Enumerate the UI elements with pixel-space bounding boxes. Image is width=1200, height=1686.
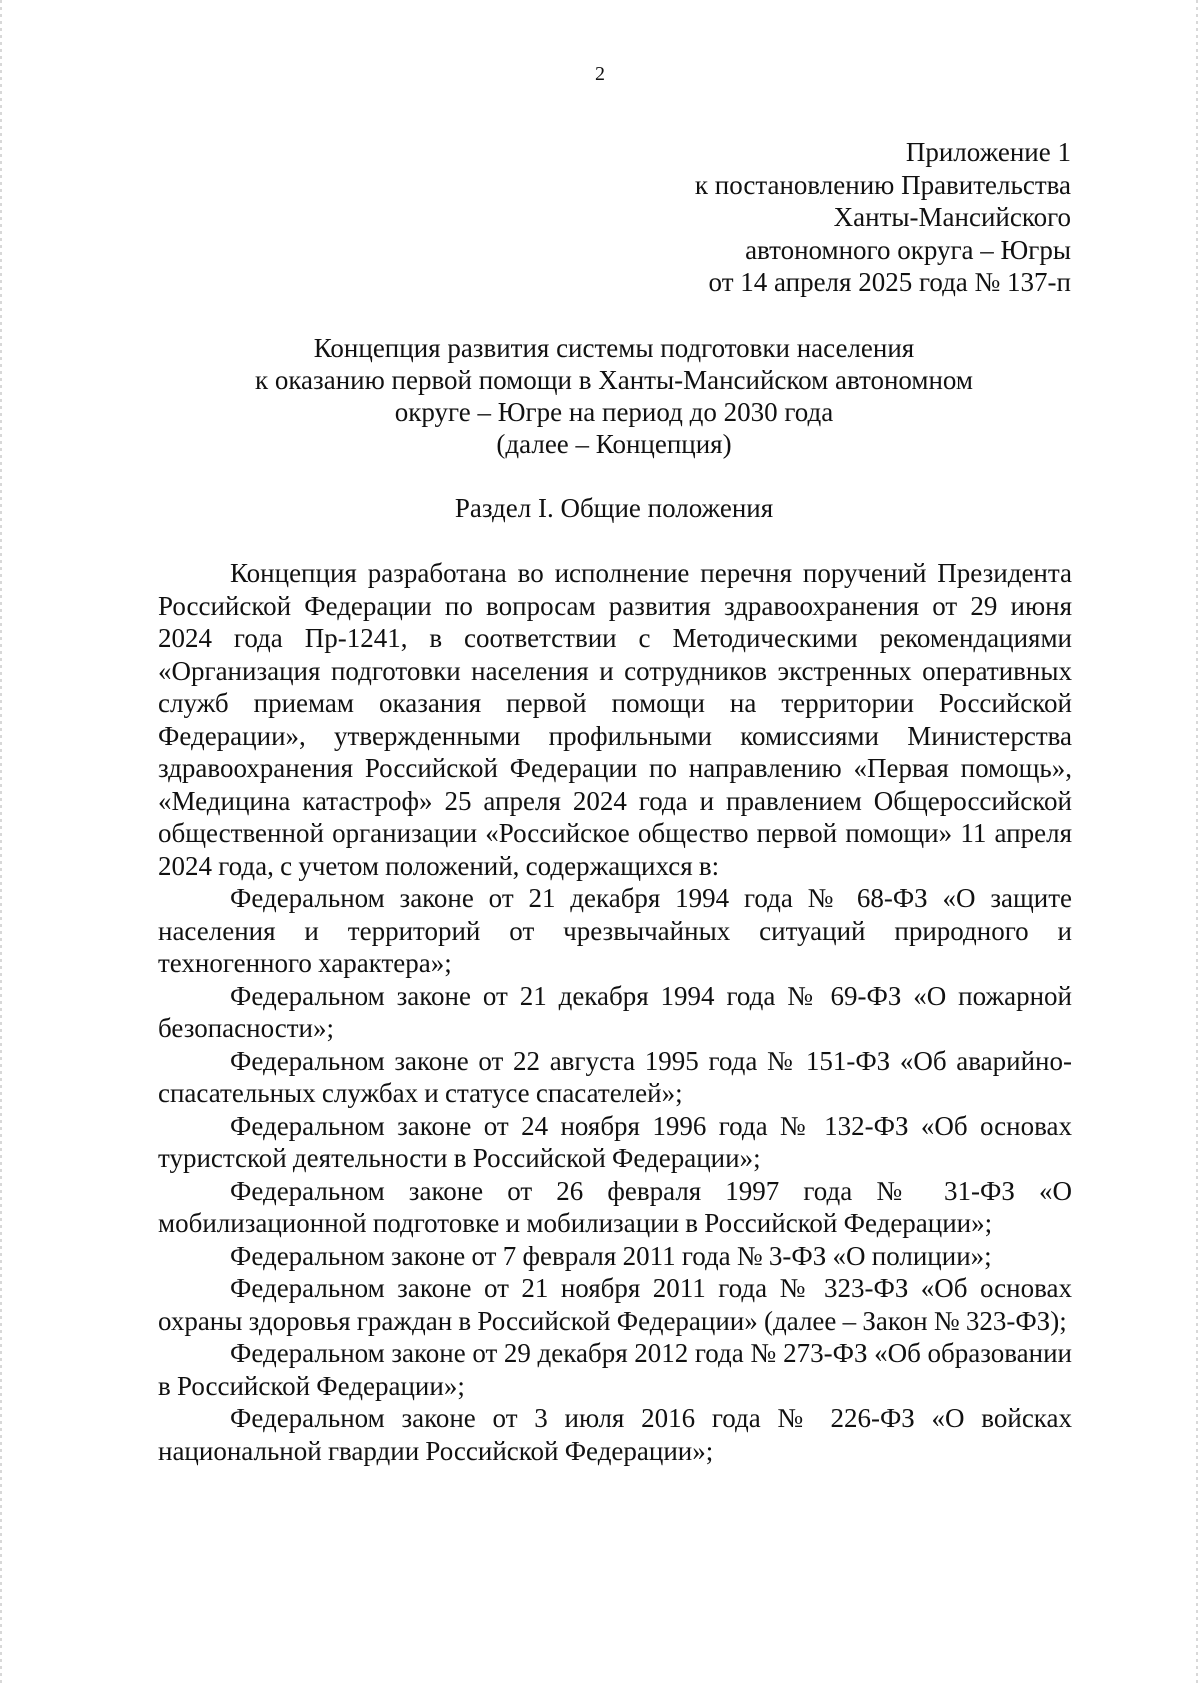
paragraph-law: Федеральном законе от 7 февраля 2011 года № 3-ФЗ «О полиции»; [230, 1240, 992, 1271]
appendix-line: Приложение 1 [905, 137, 1071, 167]
title-line: (далее – Концепция) [496, 429, 732, 459]
scan-edge-right [1196, 0, 1198, 1686]
title-line: округе – Югре на период до 2030 года [394, 397, 834, 427]
scan-edge-left [0, 0, 2, 1686]
paragraph-intro: Концепция разработана во исполнение перечня поручений Президента Российской Федерации по вопросам развития здравоохранения от 29 июня 2024 года Пр-1241, в соответствии с Методическими рекомендациями «Организация подготовки населения и сотрудников экстренных оперативных служб приемам оказания первой помощи на территории Российской Федерации», утвержденными профильными комиссиями Министерства здравоохранения Российской Федерации по направлению «Первая помощь», «Медицина катастроф» 25 апреля 2024 года и правлением Общероссийской общественной организации «Российское общество первой помощи» 11 апреля 2024 года, с учетом положений, содержащихся в: [158, 558, 1072, 881]
appendix-block [695, 136, 1071, 299]
appendix-line: Ханты-Мансийского [833, 202, 1071, 232]
body-text [158, 557, 1072, 1467]
appendix-line: от 14 апреля 2025 года № 137-п [708, 267, 1071, 297]
appendix-line: к постановлению Правительства [694, 169, 1071, 200]
page-number: 2 [595, 63, 605, 85]
appendix-line: автономного округа – Югры [745, 234, 1071, 265]
paragraph-law: Федеральном законе от 3 июля 2016 года № 226-ФЗ «О войсках национальной гвардии Российской Федерации»; [158, 1403, 1072, 1466]
paragraph-law: Федеральном законе от 24 ноября 1996 года № 132-ФЗ «Об основах туристской деятельности в Российской Федерации»; [158, 1110, 1072, 1173]
document-title [0, 332, 1200, 460]
paragraph-law: Федеральном законе от 22 августа 1995 года № 151-ФЗ «Об аварийно-спасательных службах и статусе спасателей»; [158, 1045, 1072, 1108]
title-line: Концепция развития системы подготовки населения [313, 333, 915, 363]
paragraph-law: Федеральном законе от 29 декабря 2012 года № 273-ФЗ «Об образовании в Российской Федерации»; [158, 1338, 1072, 1401]
paragraph-law: Федеральном законе от 21 декабря 1994 года № 68-ФЗ «О защите населения и территорий от чрезвычайных ситуаций природного и техногенного характера»; [158, 883, 1072, 978]
title-line: к оказанию первой помощи в Ханты-Мансийском автономном [254, 365, 974, 395]
paragraph-law: Федеральном законе от 26 февраля 1997 года № 31-ФЗ «О мобилизационной подготовке и мобилизации в Российской Федерации»; [158, 1175, 1072, 1238]
section-heading: Раздел I. Общие положения [454, 493, 774, 523]
paragraph-law: Федеральном законе от 21 декабря 1994 года № 69-ФЗ «О пожарной безопасности»; [158, 980, 1072, 1043]
paragraph-law: Федеральном законе от 21 ноября 2011 года № 323-ФЗ «Об основах охраны здоровья граждан в Российской Федерации» (далее – Закон № 323-ФЗ); [158, 1273, 1072, 1336]
